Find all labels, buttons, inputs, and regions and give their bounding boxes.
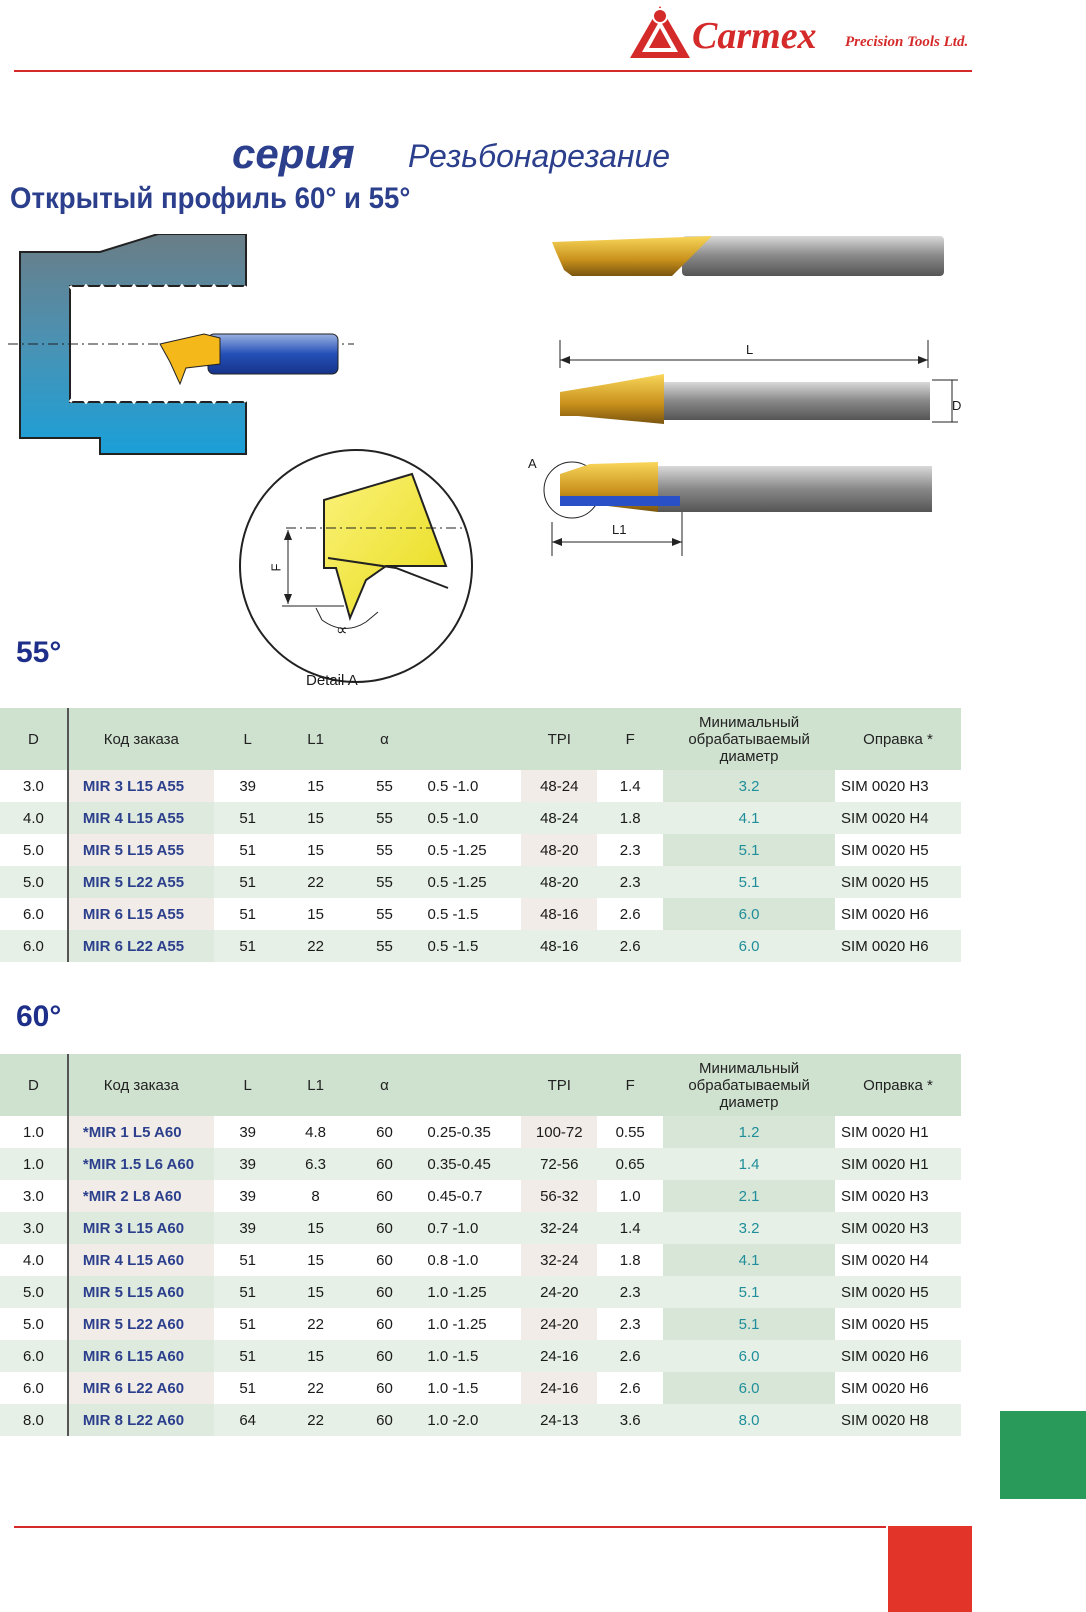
cell-mandrel: SIM 0020 H8: [835, 1404, 961, 1436]
col-alpha: α: [350, 1054, 420, 1116]
tool-photo: [552, 232, 947, 286]
col-l1: L1: [282, 708, 350, 770]
cell-l1: 22: [307, 1379, 324, 1397]
label-alpha: ∝: [336, 622, 348, 639]
cell-d: 6.0: [23, 905, 44, 923]
cell-d: 6.0: [23, 1379, 44, 1397]
cell-tpi: 48-20: [521, 866, 597, 898]
col-l: L: [214, 1054, 282, 1116]
cell-l: 51: [239, 1251, 257, 1269]
cell-min: 3.2: [663, 1212, 835, 1244]
cell-range: 0.5 -1.5: [427, 905, 479, 923]
series-label: серия: [232, 130, 355, 177]
page-subtitle: Открытый профиль 60° и 55°: [10, 182, 411, 215]
label-A: A: [528, 456, 537, 471]
cell-l: 64: [214, 1404, 282, 1436]
code-text: MIR 1.5 L6 A60: [88, 1155, 195, 1173]
header-rule: [14, 70, 972, 72]
cell-alpha: 55: [376, 905, 393, 923]
cell-code: [68, 1372, 214, 1404]
cell-f: 2.6: [619, 905, 641, 923]
cell-alpha: 55: [350, 802, 420, 834]
cell-min: 1.4: [663, 1148, 835, 1180]
cell-min: 6.0: [663, 1340, 835, 1372]
table-row: [0, 1148, 961, 1180]
cell-l1: 4.8: [305, 1123, 326, 1141]
col-mandrel: Оправка *: [835, 708, 961, 770]
cell-tpi: 56-32: [521, 1180, 597, 1212]
cell-l: 51: [214, 930, 282, 962]
cell-alpha: 60: [350, 1148, 420, 1180]
cell-d: 3.0: [23, 777, 44, 795]
cell-f: 2.3: [597, 866, 663, 898]
cell-min: 5.1: [663, 1276, 835, 1308]
col-d: D: [0, 1054, 68, 1116]
cell-f: 0.55: [615, 1123, 645, 1141]
cell-alpha: 60: [376, 1251, 393, 1269]
cell-alpha: 60: [350, 1404, 420, 1436]
table-row: [0, 834, 961, 866]
col-f: F: [597, 1054, 663, 1116]
heading-55: 55°: [16, 636, 62, 669]
cell-range: 0.5 -1.25: [419, 866, 521, 898]
cell-l1: 22: [282, 1404, 350, 1436]
cell-l: 51: [214, 866, 282, 898]
cell-mandrel: SIM 0020 H3: [841, 777, 929, 795]
cell-code: [68, 1244, 214, 1276]
cell-alpha: 55: [350, 930, 420, 962]
col-min-l2: обрабатываемый: [688, 1076, 810, 1094]
label-D: D: [952, 398, 962, 413]
cell-d: 1.0: [23, 1123, 44, 1141]
cell-d: 4.0: [23, 1251, 44, 1269]
col-code: Код заказа: [68, 708, 214, 770]
cell-code: MIR 6 L15 A55: [68, 898, 214, 930]
cell-l1: 15: [282, 1212, 350, 1244]
cell-code: MIR 6 L22 A55: [68, 930, 214, 962]
table-row: [0, 802, 961, 834]
cell-f: 2.3: [619, 841, 641, 859]
cell-range: 1.0 -1.25: [427, 1315, 487, 1333]
cell-d: 3.0: [0, 1212, 68, 1244]
cell-l: 51: [239, 841, 257, 859]
cell-l1: 22: [282, 866, 350, 898]
code-text: MIR 4 L15 A60: [82, 1251, 185, 1269]
cell-alpha: 60: [350, 1276, 420, 1308]
col-min: [663, 1054, 835, 1116]
cell-l1: 15: [307, 905, 324, 923]
cell-tpi: 24-20: [521, 1308, 597, 1340]
cell-d: 5.0: [23, 1315, 44, 1333]
label-L1: L1: [612, 522, 627, 537]
cell-alpha: 60: [376, 1379, 393, 1397]
heading-60: 60°: [16, 1000, 62, 1033]
cell-tpi: 72-56: [521, 1148, 597, 1180]
cell-alpha: 60: [350, 1340, 420, 1372]
col-min-l2: обрабатываемый: [688, 730, 810, 748]
cell-mandrel: SIM 0020 H4: [841, 1251, 929, 1269]
cell-tpi: 100-72: [521, 1116, 597, 1148]
cell-d: 6.0: [0, 1340, 68, 1372]
cell-range: 0.7 -1.0: [419, 1212, 521, 1244]
brand-name: Carmex: [692, 15, 817, 57]
cell-mandrel: SIM 0020 H6: [841, 905, 929, 923]
cell-tpi: 48-16: [521, 930, 597, 962]
cell-mandrel: SIM 0020 H4: [835, 802, 961, 834]
cell-d: 5.0: [23, 841, 44, 859]
cell-mandrel: SIM 0020 H5: [835, 1276, 961, 1308]
footer-block: [888, 1526, 972, 1612]
cell-min: 2.1: [663, 1180, 835, 1212]
cell-range: 1.0 -1.5: [419, 1340, 521, 1372]
cell-l: 39: [214, 1212, 282, 1244]
cell-mandrel: SIM 0020 H5: [841, 1315, 929, 1333]
cell-tpi: 48-20: [521, 834, 597, 866]
cell-l1: 22: [282, 930, 350, 962]
cell-d: 3.0: [23, 1187, 44, 1205]
cell-f: 2.3: [619, 1315, 641, 1333]
col-tpi: TPI: [521, 1054, 597, 1116]
cell-range: 1.0 -1.25: [419, 1276, 521, 1308]
table-row: [0, 770, 961, 802]
cell-l: 39: [239, 1123, 257, 1141]
cell-l1: 15: [282, 1276, 350, 1308]
cell-f: 3.6: [597, 1404, 663, 1436]
table-row: [0, 1116, 961, 1148]
footer-rule: [14, 1526, 886, 1528]
cell-code: [68, 1212, 214, 1244]
cell-l: 39: [239, 1187, 257, 1205]
cell-d: 6.0: [0, 930, 68, 962]
col-f: F: [597, 708, 663, 770]
cell-code: MIR 3 L15 A55: [68, 770, 214, 802]
tool-detail-drawing: [530, 458, 960, 558]
cell-l: 51: [239, 1379, 257, 1397]
cell-f: 1.8: [619, 1251, 641, 1269]
cell-min: 5.1: [663, 1308, 835, 1340]
code-text: MIR 3 L15 A60: [82, 1219, 185, 1237]
cell-mandrel: SIM 0020 H6: [835, 930, 961, 962]
table-60-header: [0, 1054, 961, 1116]
cell-range: 1.0 -2.0: [419, 1404, 521, 1436]
cell-range: 0.5 -1.0: [427, 777, 479, 795]
detail-a-label: Detail A: [306, 672, 358, 689]
cell-alpha: 60: [376, 1315, 393, 1333]
col-min-l3: диаметр: [719, 1093, 779, 1111]
cell-f: 2.6: [619, 1379, 641, 1397]
bore-section-drawing: [8, 234, 354, 472]
cell-d: 1.0: [0, 1148, 68, 1180]
cell-min: 1.2: [663, 1116, 835, 1148]
cell-f: 2.6: [597, 1340, 663, 1372]
cell-l1: 15: [307, 777, 324, 795]
code-text: MIR 2 L8 A60: [88, 1187, 182, 1205]
cell-min: 4.1: [663, 1244, 835, 1276]
cell-code: MIR 5 L15 A55: [68, 834, 214, 866]
brand-tagline: Precision Tools Ltd.: [845, 34, 969, 50]
cell-tpi: 24-16: [521, 1340, 597, 1372]
cell-f: 1.0: [619, 1187, 641, 1205]
table-row: [0, 1340, 961, 1372]
cell-l1: 15: [307, 1251, 324, 1269]
cell-code: [68, 1276, 214, 1308]
cell-alpha: 60: [376, 1123, 393, 1141]
cell-min: 6.0: [663, 1372, 835, 1404]
cell-tpi: 24-16: [521, 1372, 597, 1404]
cell-range: 0.8 -1.0: [427, 1251, 479, 1269]
cell-range: 0.5 -1.5: [419, 930, 521, 962]
table-row: [0, 866, 961, 898]
table-row: [0, 1276, 961, 1308]
cell-d: 8.0: [0, 1404, 68, 1436]
col-min: [663, 708, 835, 770]
cell-alpha: 60: [350, 1212, 420, 1244]
cell-d: 5.0: [0, 866, 68, 898]
cell-alpha: 55: [350, 866, 420, 898]
table-row: [0, 1244, 961, 1276]
col-tpi: TPI: [521, 708, 597, 770]
cell-code: [68, 1180, 214, 1212]
table-row: [0, 898, 961, 930]
cell-alpha: 60: [376, 1187, 393, 1205]
cell-min: 5.1: [663, 866, 835, 898]
cell-tpi: 32-24: [521, 1212, 597, 1244]
cell-l: 51: [214, 1340, 282, 1372]
cell-range: 0.25-0.35: [427, 1123, 491, 1141]
cell-min: 5.1: [663, 834, 835, 866]
label-L: L: [746, 342, 754, 357]
code-text: MIR 8 L22 A60: [82, 1411, 185, 1429]
cell-range: 0.35-0.45: [419, 1148, 521, 1180]
cell-min: 6.0: [663, 898, 835, 930]
table-row: [0, 1180, 961, 1212]
cell-mandrel: SIM 0020 H1: [841, 1123, 929, 1141]
col-code: Код заказа: [68, 1054, 214, 1116]
table-55-header: [0, 708, 961, 770]
cell-code: [68, 1404, 214, 1436]
cell-code: [68, 1340, 214, 1372]
col-range: [419, 1054, 521, 1116]
cell-d: 5.0: [0, 1276, 68, 1308]
cell-mandrel: SIM 0020 H5: [841, 841, 929, 859]
cell-mandrel: SIM 0020 H3: [841, 1187, 929, 1205]
cell-f: 2.6: [597, 930, 663, 962]
code-text: MIR 5 L15 A60: [82, 1283, 185, 1301]
cell-code: [68, 1308, 214, 1340]
cell-f: 1.4: [597, 1212, 663, 1244]
col-min-l1: Минимальный: [698, 713, 800, 731]
cell-f: 1.8: [597, 802, 663, 834]
cell-mandrel: SIM 0020 H6: [835, 1340, 961, 1372]
cell-tpi: 32-24: [521, 1244, 597, 1276]
star-mark: *: [82, 1155, 89, 1173]
category-label: Резьбонарезание: [408, 138, 671, 174]
cell-l: 39: [214, 1148, 282, 1180]
col-range: [419, 708, 521, 770]
cell-min: 3.2: [663, 770, 835, 802]
code-text: MIR 1 L5 A60: [88, 1123, 182, 1141]
cell-f: 1.4: [619, 777, 641, 795]
code-text: MIR 5 L22 A60: [82, 1315, 185, 1333]
table-row: [0, 1404, 961, 1436]
cell-min: 6.0: [663, 930, 835, 962]
cell-tpi: 48-24: [521, 770, 597, 802]
cell-mandrel: SIM 0020 H1: [835, 1148, 961, 1180]
cell-d: 4.0: [0, 802, 68, 834]
cell-range: 0.5 -1.0: [419, 802, 521, 834]
cell-tpi: 24-13: [521, 1404, 597, 1436]
cell-mandrel: SIM 0020 H3: [835, 1212, 961, 1244]
star-mark: *: [82, 1123, 89, 1141]
table-row: [0, 1212, 961, 1244]
col-mandrel: Оправка *: [835, 1054, 961, 1116]
code-text: MIR 6 L15 A60: [82, 1347, 185, 1365]
col-alpha: α: [350, 708, 420, 770]
cell-f: 2.3: [597, 1276, 663, 1308]
cell-code: MIR 4 L15 A55: [68, 802, 214, 834]
cell-l: 51: [214, 1276, 282, 1308]
table-60-body: [0, 1116, 961, 1436]
cell-l: 51: [239, 905, 257, 923]
cell-l1: 6.3: [282, 1148, 350, 1180]
cell-alpha: 55: [376, 841, 393, 859]
table-row: [0, 1308, 961, 1340]
cell-code: [68, 1148, 214, 1180]
carmex-logo-icon: [628, 4, 692, 60]
section-tab: [1000, 1411, 1086, 1499]
cell-mandrel: SIM 0020 H6: [841, 1379, 929, 1397]
cell-code: [68, 1116, 214, 1148]
table-row: [0, 1372, 961, 1404]
cell-l: 51: [239, 1315, 257, 1333]
star-mark: *: [82, 1187, 89, 1205]
cell-range: 0.45-0.7: [427, 1187, 483, 1205]
cell-tpi: 48-24: [521, 802, 597, 834]
cell-mandrel: SIM 0020 H5: [835, 866, 961, 898]
code-text: MIR 6 L22 A60: [82, 1379, 185, 1397]
label-F: F: [268, 563, 284, 572]
cell-min: 8.0: [663, 1404, 835, 1436]
cell-l: 39: [239, 777, 257, 795]
col-l1: L1: [282, 1054, 350, 1116]
tool-dimension-drawing: [548, 338, 978, 428]
cell-code: MIR 5 L22 A55: [68, 866, 214, 898]
cell-l1: 8: [311, 1187, 320, 1205]
cell-l1: 15: [282, 1340, 350, 1372]
cell-tpi: 48-16: [521, 898, 597, 930]
cell-l1: 22: [307, 1315, 324, 1333]
cell-range: 0.5 -1.25: [427, 841, 487, 859]
col-min-l3: диаметр: [719, 747, 779, 765]
cell-alpha: 55: [376, 777, 393, 795]
cell-l1: 15: [307, 841, 324, 859]
col-min-l1: Минимальный: [698, 1059, 800, 1077]
cell-l1: 15: [282, 802, 350, 834]
cell-tpi: 24-20: [521, 1276, 597, 1308]
table-row: [0, 930, 961, 962]
table-60: [0, 1054, 962, 1436]
table-55: [0, 708, 962, 962]
col-l: L: [214, 708, 282, 770]
cell-min: 4.1: [663, 802, 835, 834]
cell-range: 1.0 -1.5: [427, 1379, 479, 1397]
table-55-body: [0, 770, 961, 962]
cell-f: 0.65: [597, 1148, 663, 1180]
cell-l: 51: [214, 802, 282, 834]
col-d: D: [0, 708, 68, 770]
